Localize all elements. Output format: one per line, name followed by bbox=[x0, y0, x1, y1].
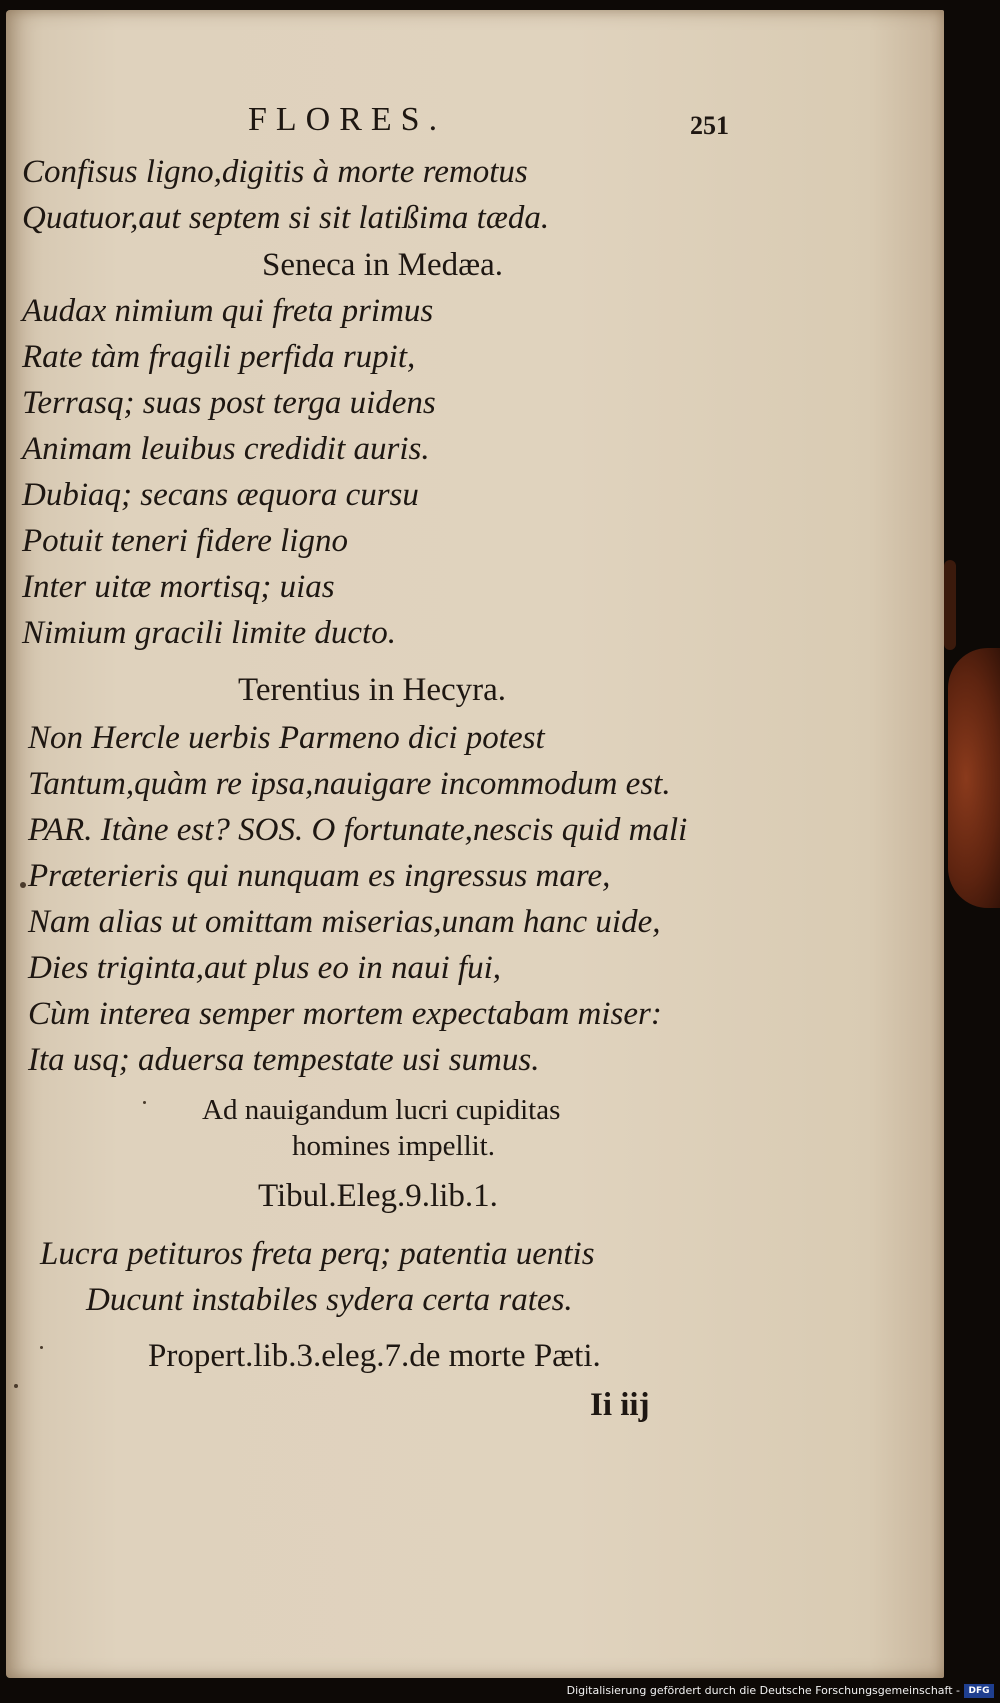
text-line: Potuit teneri fidere ligno bbox=[22, 523, 348, 559]
thumb bbox=[948, 648, 1000, 908]
text-line: Dies triginta,aut plus eo in naui fui, bbox=[28, 950, 502, 986]
caption-line: homines impellit. bbox=[292, 1130, 495, 1162]
text-line: Ducunt instabiles sydera certa rates. bbox=[86, 1282, 573, 1318]
text-line: PAR. Itàne est? SOS. O fortunate,nescis quid mali bbox=[28, 812, 688, 848]
text-line: Non Hercle uerbis Parmeno dici potest bbox=[28, 720, 545, 756]
page-number: 251 bbox=[690, 111, 729, 140]
text-line: Nam alias ut omittam miserias,unam hanc uide, bbox=[28, 904, 661, 940]
text-line: Cùm interea semper mortem expectabam miser: bbox=[28, 996, 662, 1032]
text-line: Inter uitæ mortisq; uias bbox=[22, 569, 335, 605]
caption-line: Ad nauigandum lucri cupiditas bbox=[202, 1094, 561, 1126]
ink-speck bbox=[40, 1346, 43, 1349]
thumb-shadow bbox=[944, 560, 956, 650]
text-line: Præterieris qui nunquam es ingressus mare, bbox=[28, 858, 611, 894]
section-heading: Tibul.Eleg.9.lib.1. bbox=[258, 1178, 498, 1214]
text-line: Dubiaq; secans æquora cursu bbox=[22, 477, 419, 513]
ink-speck bbox=[20, 882, 26, 888]
ink-speck bbox=[143, 1101, 146, 1104]
text-line: Nimium gracili limite ducto. bbox=[22, 615, 396, 651]
text-line: Ita usq; aduersa tempestate usi sumus. bbox=[28, 1042, 540, 1078]
signature-mark: Ii iij bbox=[590, 1387, 650, 1423]
text-line: Lucra petituros freta perq; patentia uentis bbox=[40, 1236, 595, 1272]
section-heading: Seneca in Medæa. bbox=[262, 247, 504, 283]
ink-speck bbox=[14, 1384, 18, 1388]
text-line: Tantum,quàm re ipsa,nauigare incommodum est. bbox=[28, 766, 671, 802]
text-line: Terrasq; suas post terga uidens bbox=[22, 385, 436, 421]
text-line: Confisus ligno,digitis à morte remotus bbox=[22, 154, 528, 190]
text-line: Quatuor,aut septem si sit latißima tæda. bbox=[22, 200, 550, 236]
section-heading: Propert.lib.3.eleg.7.de morte Pæti. bbox=[148, 1338, 601, 1374]
text-line: Audax nimium qui freta primus bbox=[22, 293, 434, 329]
dfg-logo: DFG bbox=[964, 1684, 994, 1698]
running-head: FLORES. bbox=[248, 101, 447, 138]
section-heading: Terentius in Hecyra. bbox=[238, 672, 506, 708]
footer-credit: Digitalisierung gefördert durch die Deutsche Forschungsgemeinschaft - bbox=[566, 1684, 960, 1697]
text-line: Rate tàm fragili perfida rupit, bbox=[22, 339, 416, 375]
text-line: Animam leuibus credidit auris. bbox=[22, 431, 430, 467]
